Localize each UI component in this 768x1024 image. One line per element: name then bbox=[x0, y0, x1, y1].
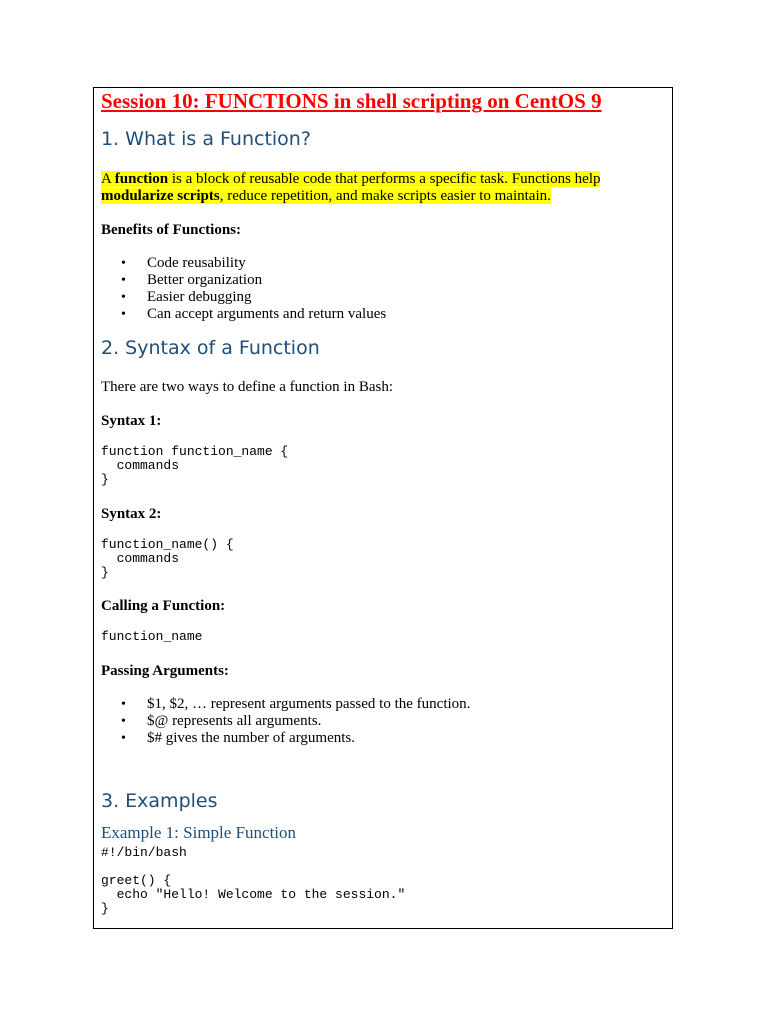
bullet-icon: • bbox=[121, 714, 126, 729]
example1-code-block: #!/bin/bash greet() { echo "Hello! Welcome to the session." } bbox=[101, 845, 406, 916]
passing-text: $1, $2, … represent arguments passed to the function. bbox=[147, 696, 471, 712]
benefit-text: Better organization bbox=[147, 272, 263, 288]
calling-heading: Calling a Function: bbox=[101, 598, 226, 614]
example1-heading: Example 1: Simple Function bbox=[101, 823, 297, 842]
intro-function-term: function bbox=[114, 171, 169, 187]
syntax2-heading: Syntax 2: bbox=[101, 506, 162, 522]
benefit-text: Code reusability bbox=[147, 255, 246, 271]
intro-modularize-term: modularize scripts bbox=[101, 188, 220, 204]
benefits-list bbox=[101, 255, 386, 323]
passing-text: $# gives the number of arguments. bbox=[147, 730, 356, 746]
benefits-heading: Benefits of Functions: bbox=[101, 222, 241, 238]
bullet-icon: • bbox=[121, 731, 126, 746]
passing-text: $@ represents all arguments. bbox=[147, 713, 322, 729]
syntax2-code-block: function_name() { commands } bbox=[101, 537, 234, 580]
syntax1-heading: Syntax 1: bbox=[101, 413, 162, 429]
section-heading-syntax: 2. Syntax of a Function bbox=[101, 337, 320, 359]
bullet-icon: • bbox=[121, 307, 126, 322]
section-heading-what-is-function: 1. What is a Function? bbox=[101, 128, 311, 150]
calling-code-block: function_name bbox=[101, 629, 203, 644]
bullet-icon: • bbox=[121, 273, 126, 288]
syntax-intro-paragraph: There are two ways to define a function in Bash: bbox=[101, 379, 393, 395]
intro-text-2: , reduce repetition, and make scripts easier to maintain. bbox=[219, 188, 551, 204]
function-definition-paragraph bbox=[101, 171, 600, 205]
list-item bbox=[101, 730, 470, 747]
bullet-icon: • bbox=[121, 290, 126, 305]
passing-list bbox=[101, 696, 470, 747]
syntax1-code-block: function function_name { commands } bbox=[101, 444, 289, 487]
benefit-text: Can accept arguments and return values bbox=[147, 306, 387, 322]
intro-a: A bbox=[101, 171, 115, 187]
list-item bbox=[101, 272, 386, 289]
list-item bbox=[101, 696, 470, 713]
section-heading-examples: 3. Examples bbox=[101, 790, 218, 812]
document-title: Session 10: FUNCTIONS in shell scripting on CentOS 9 bbox=[101, 89, 602, 113]
intro-text-1: is a block of reusable code that performs a specific task. Functions help bbox=[168, 171, 601, 187]
list-item bbox=[101, 289, 386, 306]
bullet-icon: • bbox=[121, 697, 126, 712]
passing-heading: Passing Arguments: bbox=[101, 663, 229, 679]
list-item bbox=[101, 255, 386, 272]
list-item bbox=[101, 713, 470, 730]
bullet-icon: • bbox=[121, 256, 126, 271]
list-item bbox=[101, 306, 386, 323]
benefit-text: Easier debugging bbox=[147, 289, 252, 305]
document-page bbox=[93, 87, 673, 929]
